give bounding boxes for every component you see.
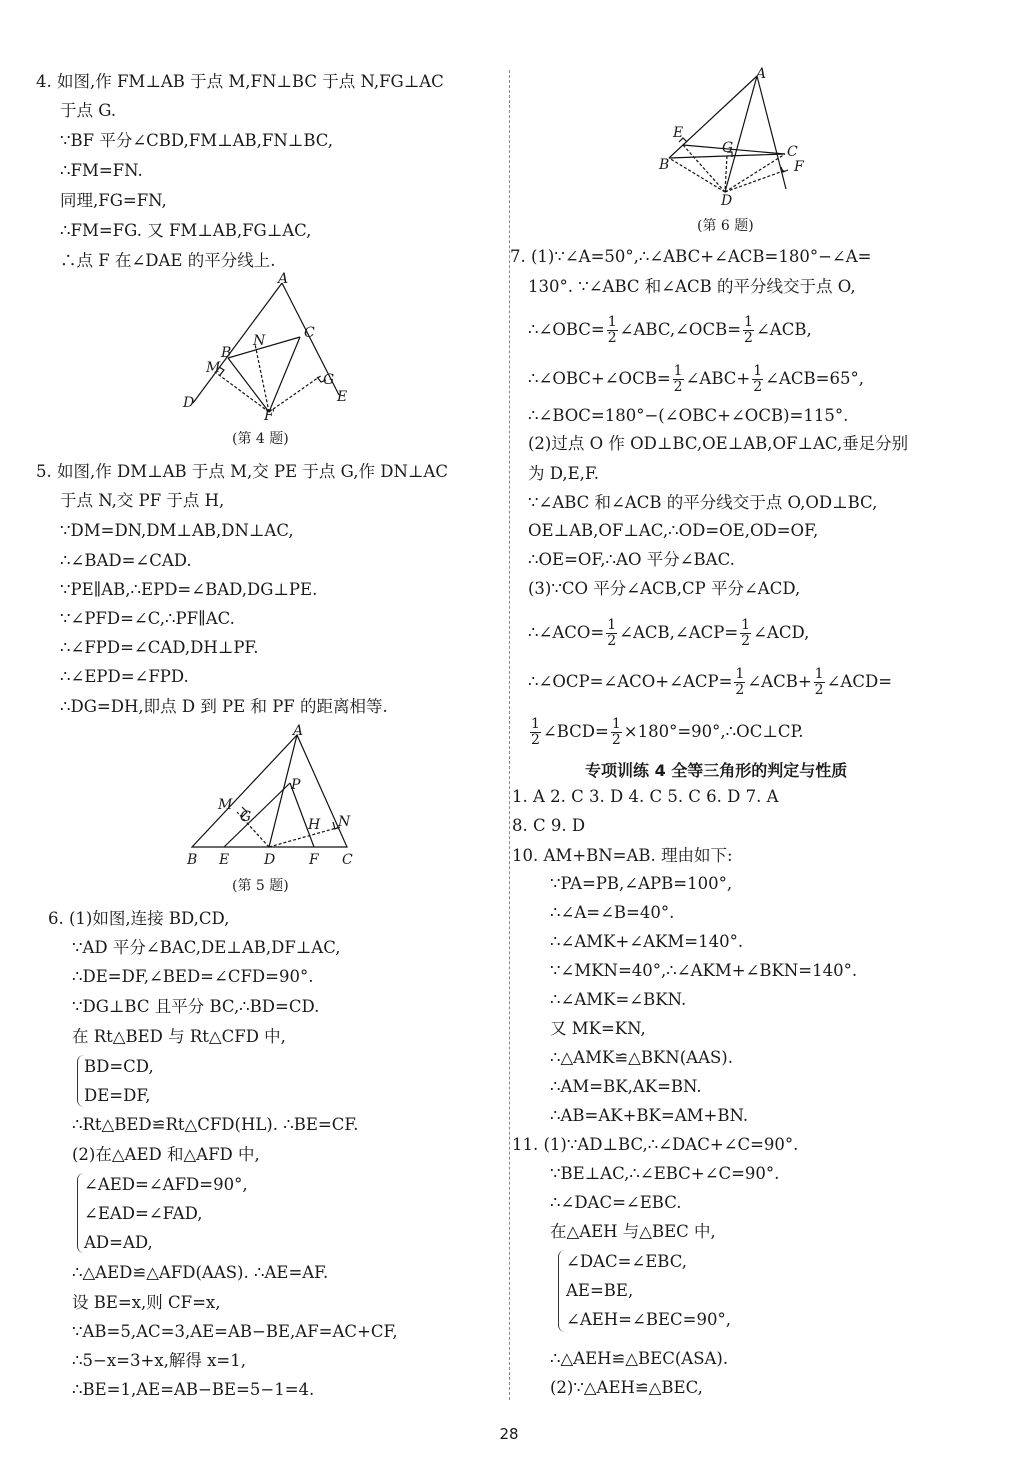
text-line: ∠AEH=∠BEC=90°, [566,1310,731,1329]
eq-line: $\frac{1}{2}$ ∠BCD= $\frac{1}{2}$ ×180°=90°,∴OC⊥CP. [531,716,804,748]
text-line: ∴FM=FN. [60,161,143,180]
fig5-label: G [240,809,252,825]
text-line: ∴△AMK≌△BKN(AAS). [550,1048,733,1067]
text-line: ∵∠ABC 和∠ACB 的平分线交于点 O,OD⊥BC, [528,493,878,512]
text-line: ∴∠DAC=∠EBC. [550,1193,682,1212]
fig6-label: G [722,140,734,156]
text-line: 11. (1)∵AD⊥BC,∴∠DAC+∠C=90°. [512,1135,799,1154]
text-line: ∴∠EPD=∠FPD. [60,667,189,686]
text-line: ∴∠AMK+∠AKM=140°. [550,932,744,951]
text-line: (3)∵CO 平分∠ACB,CP 平分∠ACD, [528,579,801,598]
text-line: ∵AB=5,AC=3,AE=AB−BE,AF=AC+CF, [72,1322,398,1341]
text-line: (2)在△AED 和△AFD 中, [72,1145,260,1164]
text-line: ∴Rt△BED≌Rt△CFD(HL). ∴BE=CF. [72,1115,359,1134]
text-line: ∴DE=DF,∠BED=∠CFD=90°. [72,967,314,986]
text-line: BD=CD, [84,1057,154,1076]
text-line: 4. 如图,作 FM⊥AB 于点 M,FN⊥BC 于点 N,FG⊥AC [36,72,444,91]
figure-4-caption: (第 4 题) [232,431,289,447]
fig6-label: F [794,159,804,175]
text-line: 于点 G. [60,101,117,120]
text-line: 6. (1)如图,连接 BD,CD, [48,909,230,928]
figure-5-caption: (第 5 题) [232,878,289,894]
fig5-label: F [309,852,319,868]
fig4-label: N [253,333,266,349]
brace [558,1250,565,1332]
text-line: ∴∠A=∠B=40°. [550,903,675,922]
text-line: ∵AD 平分∠BAC,DE⊥AB,DF⊥AC, [72,938,341,957]
fig4-label: G [323,372,335,388]
fig4-label: M [206,360,221,376]
text-line: 为 D,E,F. [528,464,600,483]
fig4-label: F [264,408,274,424]
text-line: OE⊥AB,OF⊥AC,∴OD=OE,OD=OF, [528,521,819,540]
figure-4 [175,271,365,429]
fig5-label: B [187,852,198,868]
text-line: ∴∠BOC=180°−(∠OBC+∠OCB)=115°. [528,406,849,425]
text-line: ∴BE=1,AE=AB−BE=5−1=4. [72,1380,315,1399]
text-line: ∴∠BAD=∠CAD. [60,551,192,570]
text-line: ∵PA=PB,∠APB=100°, [550,874,733,893]
fig6-label: E [673,125,684,141]
column-divider [509,70,510,1400]
text-line: ∴OE=OF,∴AO 平分∠BAC. [528,550,735,569]
text-line: ∴DG=DH,即点 D 到 PE 和 PF 的距离相等. [60,697,388,716]
fig6-label: A [756,66,767,82]
text-line: 于点 N,交 PF 于点 H, [60,491,225,510]
figure-6 [655,62,815,216]
fig5-label: E [219,852,230,868]
text-line: 设 BE=x,则 CF=x, [72,1293,221,1312]
text-line: (2)∵△AEH≌△BEC, [550,1378,703,1397]
text-line: 130°. ∵∠ABC 和∠ACB 的平分线交于点 O, [528,277,856,296]
brace [77,1055,84,1107]
text-line: ∴∠AMK=∠BKN. [550,990,687,1009]
fig5-label: N [338,814,351,830]
text-line: ∴点 F 在∠DAE 的平分线上. [60,251,276,270]
text-line: ∴△AED≌△AFD(AAS). ∴AE=AF. [72,1263,329,1282]
figure-6-caption: (第 6 题) [697,218,754,234]
text-line: 又 MK=KN, [550,1019,646,1038]
eq-line: ∴∠OCP=∠ACO+∠ACP= $\frac{1}{2}$ ∠ACB+ $\frac{1}{2}$ ∠ACD= [528,666,893,698]
text-line: ∴∠FPD=∠CAD,DH⊥PF. [60,638,259,657]
eq-line: ∴∠OBC= $\frac{1}{2}$ ∠ABC,∠OCB= $\frac{1}{2}$ ∠ACB, [528,314,812,346]
text-line: 8. C 9. D [512,816,586,835]
fig5-label: H [308,817,321,833]
eq-line: ∴∠ACO= $\frac{1}{2}$ ∠ACB,∠ACP= $\frac{1}{2}$ ∠ACD, [528,617,810,649]
text-line: 1. A 2. C 3. D 4. C 5. C 6. D 7. A [512,787,779,806]
fig4-label: D [183,395,195,411]
text-line: ∵∠MKN=40°,∴∠AKM+∠BKN=140°. [550,961,858,980]
text-line: (2)过点 O 作 OD⊥BC,OE⊥AB,OF⊥AC,垂足分别 [528,434,909,453]
text-line: ∴AB=AK+BK=AM+BN. [550,1106,749,1125]
figure-5 [180,723,365,868]
text-line: ∴5−x=3+x,解得 x=1, [72,1351,246,1370]
brace [77,1173,84,1253]
fig5-label: C [342,852,353,868]
text-line: 在△AEH 与△BEC 中, [550,1222,716,1241]
text-line: DE=DF, [84,1086,151,1105]
text-line: ∵BE⊥AC,∴∠EBC+∠C=90°. [550,1164,780,1183]
text-line: 7. (1)∵∠A=50°,∴∠ABC+∠ACB=180°−∠A= [510,247,872,266]
text-line: ∵DM=DN,DM⊥AB,DN⊥AC, [60,521,294,540]
section-title: 专项训练 4 全等三角形的判定与性质 [585,761,848,780]
fig5-label: A [293,723,304,739]
text-line: ∵DG⊥BC 且平分 BC,∴BD=CD. [72,997,320,1016]
text-line: 10. AM+BN=AB. 理由如下: [512,846,733,865]
text-line: AD=AD, [84,1233,153,1252]
text-line: ∴AM=BK,AK=BN. [550,1077,702,1096]
text-line: AE=BE, [566,1281,634,1300]
text-line: ∵BF 平分∠CBD,FM⊥AB,FN⊥BC, [60,131,334,150]
page-number: 28 [499,1425,519,1443]
text-line: 同理,FG=FN, [60,191,167,210]
fig4-label: A [278,271,289,287]
text-line: 在 Rt△BED 与 Rt△CFD 中, [72,1027,286,1046]
fig5-label: D [264,852,276,868]
fig4-label: E [337,389,348,405]
fig6-label: C [787,144,798,160]
text-line: ∠EAD=∠FAD, [84,1204,203,1223]
text-line: ∵∠PFD=∠C,∴PF∥AC. [60,609,235,628]
text-line: ∵PE∥AB,∴EPD=∠BAD,DG⊥PE. [60,580,318,599]
text-line: ∠DAC=∠EBC, [566,1252,688,1271]
fig6-label: D [721,193,733,209]
fig4-label: C [304,325,315,341]
fig6-label: B [659,157,670,173]
text-line: ∴△AEH≌△BEC(ASA). [550,1349,729,1368]
text-line: ∠AED=∠AFD=90°, [84,1175,248,1194]
eq-line: ∴∠OBC+∠OCB= $\frac{1}{2}$ ∠ABC+ $\frac{1}{2}$ ∠ACB=65°, [528,363,864,395]
text-line: ∴FM=FG. 又 FM⊥AB,FG⊥AC, [60,221,312,240]
fig4-label: B [221,345,232,361]
fig5-label: P [291,777,301,793]
text-line: 5. 如图,作 DM⊥AB 于点 M,交 PE 于点 G,作 DN⊥AC [36,462,448,481]
fig5-label: M [218,797,233,813]
